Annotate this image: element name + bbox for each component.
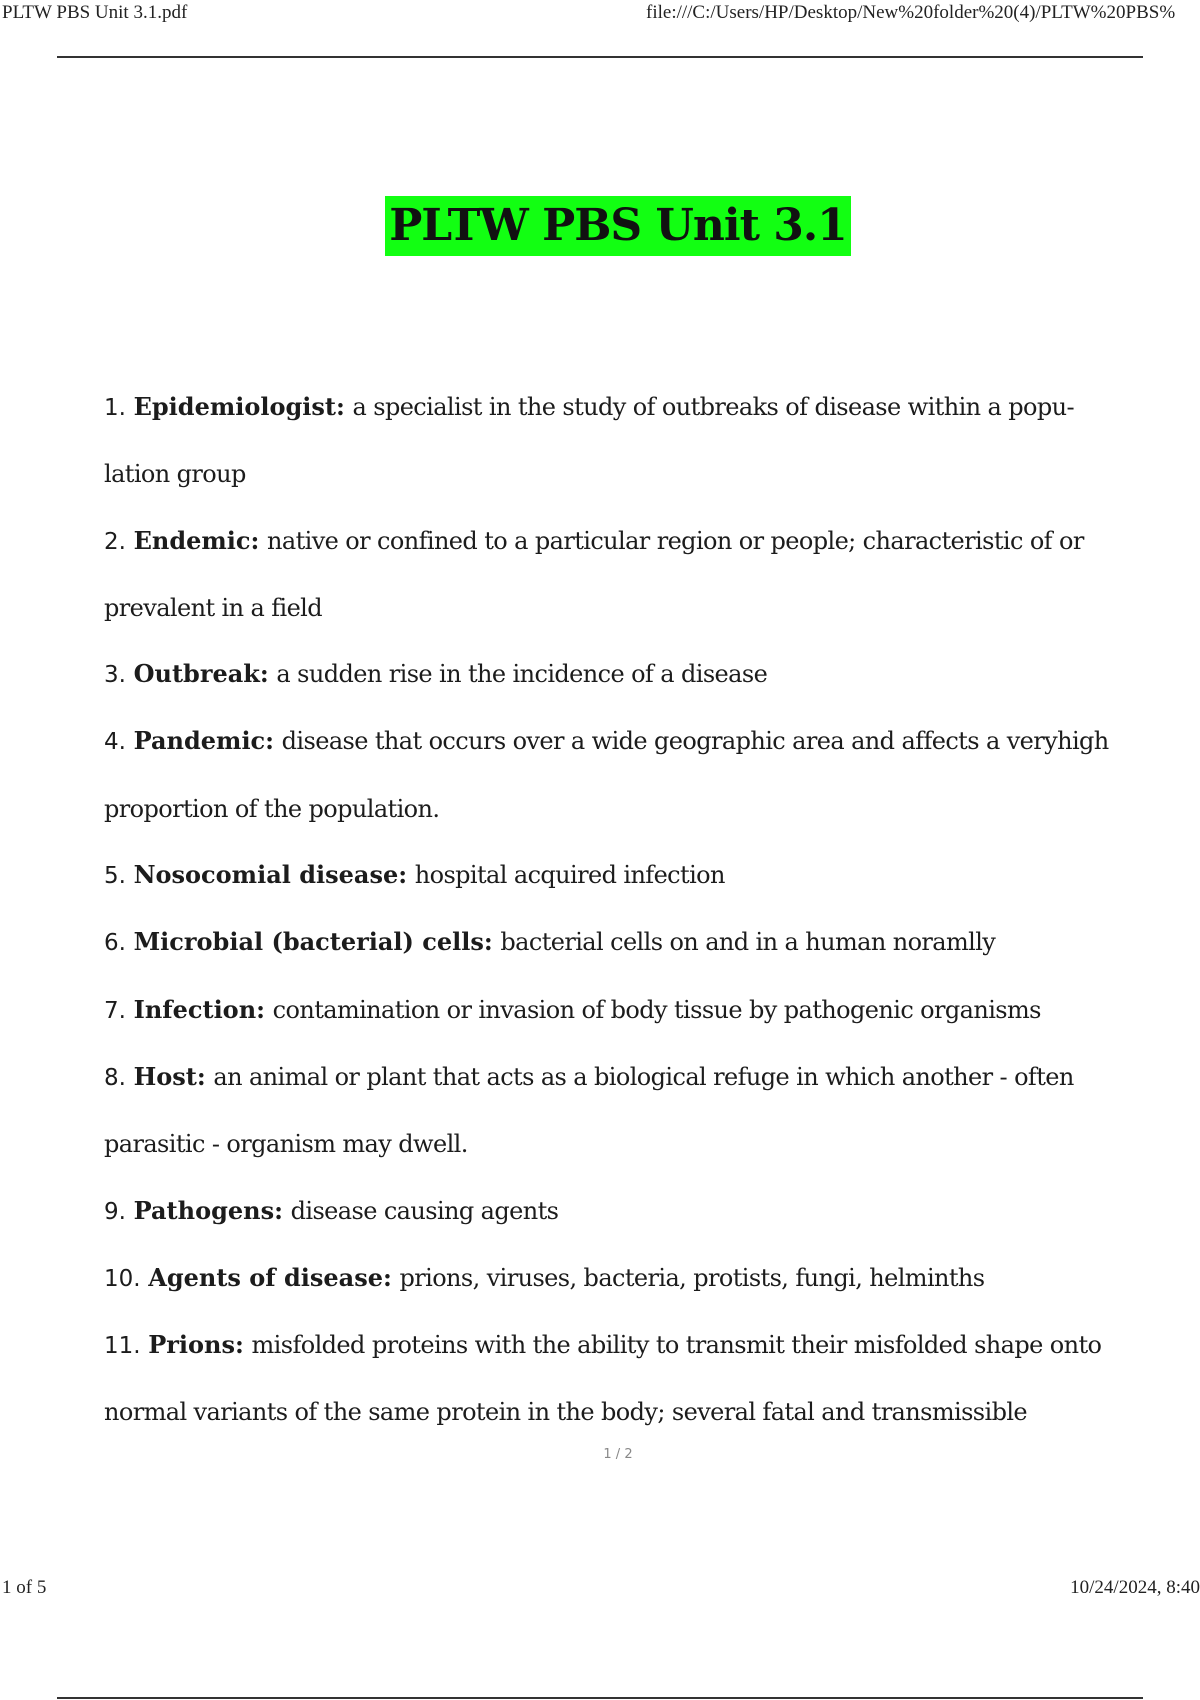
document-title — [0, 196, 1200, 256]
term-name: Infection: — [133, 994, 265, 1024]
term-definition: bacterial cells on and in a human noramlly — [500, 928, 996, 957]
term-item — [104, 508, 1134, 642]
term-item — [104, 1044, 1134, 1178]
term-definition: a specialist in the study of outbreaks of disease within a popu-lation group — [104, 393, 1075, 489]
term-definition: native or confined to a particular region or people; characteristic of or prevalent in a field — [104, 526, 1084, 622]
pdf-page-number: 1 / 2 — [603, 1447, 633, 1462]
term-number: 11. — [104, 1333, 141, 1360]
term-name: Pathogens: — [133, 1195, 283, 1225]
term-definition: prions, viruses, bacteria, protists, fungi, helminths — [399, 1263, 985, 1292]
print-header-url: file:///C:/Users/HP/Desktop/New%20folder%20(4)/PLTW%20PBS% — [646, 2, 1176, 23]
document-title-text: PLTW PBS Unit 3.1 — [385, 196, 851, 256]
term-name: Endemic: — [133, 525, 260, 555]
term-number: 9. — [104, 1198, 126, 1225]
term-number: 1. — [104, 395, 126, 421]
footer-divider — [57, 1697, 1143, 1699]
term-definition: disease that occurs over a wide geographic area and affects a veryhigh proportion of the population. — [104, 727, 1109, 823]
term-number: 10. — [104, 1265, 141, 1292]
term-number: 7. — [104, 997, 126, 1024]
print-footer-page-count: 1 of 5 — [2, 1577, 47, 1598]
term-definition: a sudden rise in the incidence of a disease — [276, 660, 768, 689]
term-item — [104, 641, 1134, 708]
term-name: Outbreak: — [133, 659, 269, 689]
term-name: Microbial (bacterial) cells: — [133, 927, 493, 957]
term-definition: hospital acquired infection — [414, 861, 725, 890]
term-item — [104, 374, 1134, 508]
term-number: 2. — [104, 528, 126, 555]
term-number: 3. — [104, 662, 126, 689]
term-item — [104, 977, 1134, 1044]
term-number: 4. — [104, 729, 126, 756]
term-name: Prions: — [148, 1330, 244, 1360]
term-item — [104, 842, 1134, 909]
term-name: Host: — [133, 1061, 206, 1091]
term-definition: an animal or plant that acts as a biological refuge in which another - often parasitic - organism may dwell. — [104, 1062, 1074, 1159]
term-name: Pandemic: — [133, 726, 275, 756]
term-definition: disease causing agents — [290, 1196, 559, 1225]
term-definition: misfolded proteins with the ability to transmit their misfolded shape onto normal variants of the same protein in the body; several fatal and transmissible — [104, 1331, 1102, 1427]
term-item — [104, 708, 1134, 842]
term-number: 6. — [104, 930, 126, 957]
header-divider — [57, 56, 1143, 58]
print-header-filename: PLTW PBS Unit 3.1.pdf — [2, 2, 188, 23]
term-item — [104, 909, 1134, 976]
term-item — [104, 1312, 1134, 1446]
print-footer-timestamp: 10/24/2024, 8:40 — [1070, 1577, 1200, 1598]
term-definition: contamination or invasion of body tissue by pathogenic organisms — [272, 995, 1041, 1024]
term-name: Nosocomial disease: — [133, 860, 408, 890]
term-item — [104, 1178, 1134, 1245]
term-item — [104, 1245, 1134, 1312]
term-number: 8. — [104, 1064, 126, 1091]
term-name: Epidemiologist: — [133, 392, 345, 421]
term-number: 5. — [104, 863, 126, 890]
term-list — [104, 374, 1134, 1446]
term-name: Agents of disease: — [148, 1262, 392, 1292]
